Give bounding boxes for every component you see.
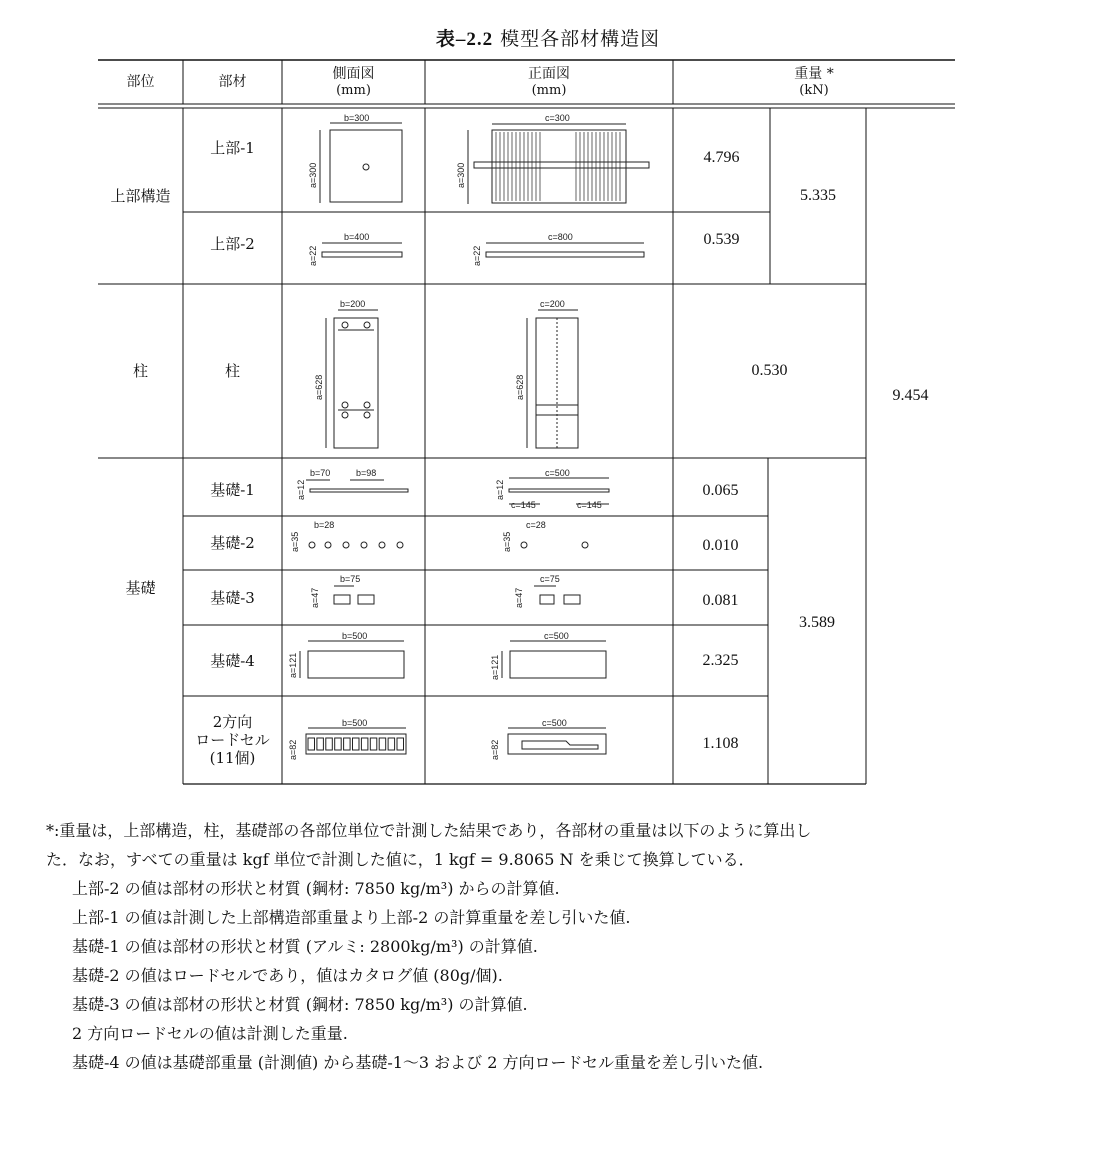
dim-u1-side-a: a=300 bbox=[308, 162, 318, 188]
weight-grand-total: 9.454 bbox=[892, 387, 929, 405]
drawing-foundation1-side bbox=[296, 468, 408, 500]
drawing-foundation2-side bbox=[290, 520, 403, 552]
drawing-foundation3-side bbox=[310, 574, 374, 608]
weight-foundation-1: 0.065 bbox=[702, 482, 739, 500]
table-title-text: 模型各部材構造図 bbox=[500, 28, 661, 50]
drawing-foundation4-side bbox=[288, 631, 404, 678]
weight-load-cell: 1.108 bbox=[702, 734, 739, 752]
drawing-loadcell-side bbox=[288, 718, 406, 760]
dim-f3-side-a: a=47 bbox=[310, 587, 320, 608]
dim-f3-front-c: c=75 bbox=[540, 574, 560, 584]
drawing-column-side bbox=[314, 299, 378, 448]
weight-upper-2: 0.539 bbox=[703, 230, 740, 248]
dim-lc-front-c: c=500 bbox=[542, 718, 567, 728]
drawing-loadcell-front bbox=[490, 718, 606, 760]
note-line-7: 基礎-3 の値は部材の形状と材質 (鋼材: 7850 kg/m³) の計算値. bbox=[72, 995, 528, 1014]
member-column: 柱 bbox=[224, 362, 240, 380]
drawing-upper2-front bbox=[472, 232, 644, 266]
header-part: 部位 bbox=[126, 73, 155, 90]
member-foundation-4: 基礎-4 bbox=[210, 651, 255, 670]
drawing-upper1-front bbox=[456, 113, 649, 204]
dim-f1-front-c1: c=145 bbox=[511, 500, 536, 510]
member-load-cell-line2: ロードセル bbox=[195, 731, 270, 749]
table-number: 表–2.2 bbox=[435, 29, 494, 50]
member-load-cell-line1: 2方向 bbox=[212, 713, 253, 731]
note-line-9: 基礎-4 の値は基礎部重量 (計測値) から基礎-1～3 および 2 方向ロードセル重量を差し引いた値. bbox=[72, 1053, 764, 1072]
dim-u1-side-b: b=300 bbox=[344, 113, 370, 123]
note-line-6: 基礎-2 の値はロードセルであり，値はカタログ値 (80g/個). bbox=[72, 966, 503, 985]
drawing-foundation1-front bbox=[495, 468, 609, 510]
weight-column: 0.530 bbox=[751, 362, 788, 380]
dim-f3-side-b: b=75 bbox=[340, 574, 361, 584]
header-weight-label: 重量 * bbox=[794, 65, 834, 82]
weight-foundation-total: 3.589 bbox=[799, 614, 835, 632]
dim-lc-front-a: a=82 bbox=[490, 739, 500, 760]
member-load-cell-line3: (11個) bbox=[209, 749, 256, 767]
dim-f2-front-a: a=35 bbox=[502, 531, 512, 552]
dim-col-front-c: c=200 bbox=[540, 299, 565, 309]
dim-f2-front-c: c=28 bbox=[526, 520, 546, 530]
header-side-view-label: 側面図 bbox=[332, 65, 375, 82]
note-line-4: 上部-1 の値は計測した上部構造部重量より上部-2 の計算重量を差し引いた値. bbox=[72, 908, 631, 927]
dim-u1-front-a: a=300 bbox=[456, 162, 466, 188]
dim-f3-front-a: a=47 bbox=[514, 587, 524, 608]
weight-foundation-4: 2.325 bbox=[702, 651, 739, 669]
dim-f1-front-c2: c=145 bbox=[577, 500, 602, 510]
dim-f4-front-a: a=121 bbox=[490, 654, 500, 680]
group-column: 柱 bbox=[132, 362, 148, 380]
drawing-foundation3-front bbox=[514, 574, 580, 608]
dim-f2-side-b: b=28 bbox=[314, 520, 335, 530]
dim-f1-front-a: a=12 bbox=[495, 479, 505, 500]
member-foundation-3: 基礎-3 bbox=[210, 588, 255, 607]
drawing-upper1-side bbox=[308, 113, 402, 203]
dim-f4-side-b: b=500 bbox=[342, 631, 368, 641]
dim-f4-side-a: a=121 bbox=[288, 652, 298, 678]
group-upper-structure: 上部構造 bbox=[110, 187, 171, 205]
note-line-2: た．なお，すべての重量は kgf 単位で計測した値に，1 kgf = 9.8065 N を乗じて換算している． bbox=[46, 850, 755, 869]
note-line-8: 2 方向ロードセルの値は計測した重量. bbox=[72, 1024, 348, 1043]
dim-col-side-b: b=200 bbox=[340, 299, 366, 309]
dim-u2-front-c: c=800 bbox=[548, 232, 573, 242]
dim-u2-side-a: a=22 bbox=[308, 245, 318, 266]
header-side-view-unit: (mm) bbox=[336, 82, 371, 98]
header-weight-unit: (kN) bbox=[799, 82, 829, 98]
dim-f2-side-a: a=35 bbox=[290, 531, 300, 552]
drawing-foundation4-front bbox=[490, 631, 606, 680]
header-member: 部材 bbox=[218, 73, 247, 90]
drawing-foundation2-front bbox=[502, 520, 588, 552]
weight-foundation-2: 0.010 bbox=[702, 537, 739, 555]
dim-col-side-a: a=628 bbox=[314, 374, 324, 400]
dim-lc-side-b: b=500 bbox=[342, 718, 368, 728]
dim-u2-side-b: b=400 bbox=[344, 232, 370, 242]
member-upper-2: 上部-2 bbox=[210, 235, 255, 253]
dim-f1-side-b1: b=70 bbox=[310, 468, 331, 478]
note-line-5: 基礎-1 の値は部材の形状と材質 (アルミ: 2800kg/m³) の計算値. bbox=[72, 937, 538, 956]
header-front-view-label: 正面図 bbox=[528, 65, 570, 82]
member-foundation-1: 基礎-1 bbox=[210, 481, 255, 499]
dim-col-front-a: a=628 bbox=[515, 374, 525, 400]
dim-f1-side-b2: b=98 bbox=[356, 468, 377, 478]
member-foundation-2: 基礎-2 bbox=[210, 534, 255, 552]
drawing-column-front bbox=[515, 299, 578, 448]
dim-lc-side-a: a=82 bbox=[288, 739, 298, 760]
dim-u2-front-a: a=22 bbox=[472, 245, 482, 266]
header-front-view-unit: (mm) bbox=[531, 82, 567, 98]
note-line-1: *:重量は，上部構造，柱，基礎部の各部位単位で計測した結果であり，各部材の重量は以下のように算出し bbox=[46, 821, 812, 840]
dim-f1-side-a: a=12 bbox=[296, 479, 306, 500]
dim-u1-front-c: c=300 bbox=[545, 113, 570, 123]
drawing-upper2-side bbox=[308, 232, 402, 266]
group-foundation: 基礎 bbox=[125, 579, 156, 597]
weight-upper-total: 5.335 bbox=[800, 187, 836, 205]
note-line-3: 上部-2 の値は部材の形状と材質 (鋼材: 7850 kg/m³) からの計算値. bbox=[72, 879, 560, 898]
weight-upper-1: 4.796 bbox=[703, 149, 740, 167]
dim-f4-front-c: c=500 bbox=[544, 631, 569, 641]
weight-foundation-3: 0.081 bbox=[702, 592, 739, 610]
dim-f1-front-c: c=500 bbox=[545, 468, 570, 478]
footnotes bbox=[46, 816, 1056, 1077]
member-upper-1: 上部-1 bbox=[210, 139, 255, 157]
